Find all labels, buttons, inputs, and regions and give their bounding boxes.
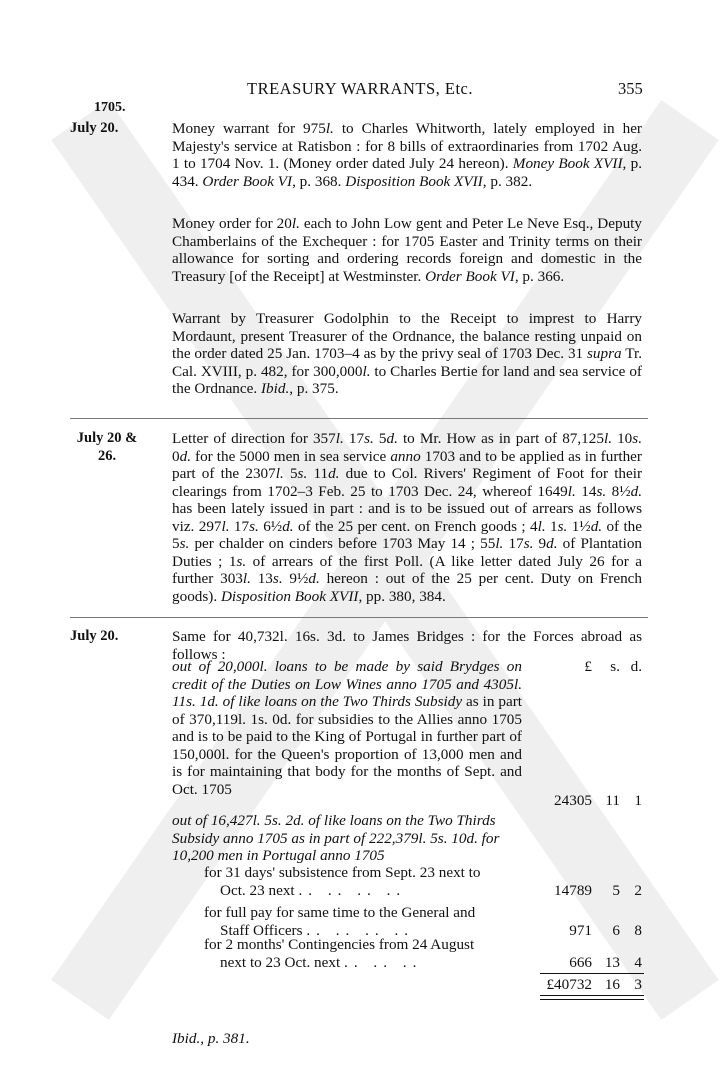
item-text: for full pay for same time to the General and (204, 904, 476, 921)
source-line: out of 16,427l. 5s. 2d. of like loans on the Two Thirds Subsidy anno 1705 as in part of 222,379l. 5s. 10d. for 10,200 men in Portugal anno 1705 (172, 812, 500, 864)
purpose-text: as in part of 370,119l. 1s. 0d. for subsidies to the Allies anno 1705 and is to be paid to the King of Portugal in further part of 150,000l. for the Queen's proportion of 13,000 men and is for maintaining that body for the months of Sept. and Oct. 1705 (172, 693, 523, 798)
item-line (204, 864, 534, 899)
amount-shillings: 11 (605, 792, 620, 809)
amount (532, 922, 642, 940)
item-line (204, 904, 534, 939)
total-shillings: 16 (604, 976, 620, 993)
total-pounds: £40732 (546, 976, 592, 993)
entry-text: Warrant by Treasurer Godolphin to the Receipt to imprest to Harry Mordaunt, present Treasurer of the Ordnance, the balance resting unpaid on the order dated 25 Jan. 1703–4 as by the privy seal of 1703 Dec. 31 supra Tr. Cal. XVIII, p. 482, for 300,000l. to Charles Bertie for land and sea service of the Ordnance. Ibid., p. 375. (172, 310, 642, 397)
accounts-block (172, 646, 642, 1006)
entry-date: July 20. (70, 628, 119, 644)
amount (532, 792, 642, 810)
page-number: 355 (618, 79, 643, 98)
amount-pence: 8 (634, 922, 642, 939)
item-text: for 31 days' subsistence from Sept. 23 next to (204, 864, 481, 881)
col-pounds: £ (584, 658, 592, 675)
entry-text: Letter of direction for 357l. 17s. 5d. to Mr. How as in part of 87,125l. 10s. 0d. for the 5000 men in sea service anno 1703 and to be applied as in further part of the 2307l. 5s. 11d. due to Col. Rivers' Regiment of Foot for their clearings from 1702–3 Feb. 25 to 1703 Dec. 24, whereof 1649l. 14s. 8½d. has been lately issued in part : and is to be issued out of arrears as follows viz. 297l. 17s. 6½d. of the 25 per cent. on French goods ; 4l. 1s. 1½d. of the 5s. per chalder on cinders before 1703 May 14 ; 55l. 17s. 9d. of Plantation Duties ; 1s. of arrears of the first Poll. (A like letter dated July 26 for a further 303l. 13s. 9½d. hereon : out of the 25 per cent. Duty on French goods). Disposition Book XVII, pp. 380, 384. (172, 430, 643, 605)
amount-shillings: 13 (604, 954, 620, 971)
item-text-cont: next to 23 Oct. next .. .. .. (220, 953, 423, 971)
item-text-cont: Oct. 23 next .. .. .. .. (220, 881, 407, 899)
source-line (172, 658, 522, 798)
column-heads (532, 658, 642, 676)
amount-pounds: 666 (569, 954, 592, 971)
amount-pence: 4 (634, 954, 642, 971)
entry-text: Money warrant for 975l. to Charles Whitworth, lately employed in her Majesty's service at Ratisbon : for 8 bills of extraordinaries from 1702 Aug. 1 to 1704 Nov. 1. (Money order dated July 24 hereon). Money Book XVII, p. 434. Order Book VI, p. 368. Disposition Book XVII, p. 382. (172, 120, 642, 190)
item-text: for 2 months' Contingencies from 24 August (204, 936, 475, 953)
total-pence: 3 (634, 976, 642, 993)
source-text: out of 20,000l. loans to be made by said Brydges on credit of the Duties on Low Wines anno 1705 and 4305l. 11s. 1d. of like loans on the Two Thirds Subsidy (172, 658, 522, 710)
total-rule (540, 973, 644, 974)
entry-text: Money order for 20l. each to John Low gent and Peter Le Neve Esq., Deputy Chamberlains of the Exchequer : for 1705 Easter and Trinity terms on their allowance for sorting and ordering records foreign and domestic in the Treasury [of the Receipt] at Westminster. Order Book VI, p. 366. (172, 215, 642, 285)
running-head: TREASURY WARRANTS, Etc. (246, 79, 474, 98)
total-double-rule (540, 995, 644, 1000)
amount-pounds: 971 (569, 922, 592, 939)
col-pence: d. (630, 658, 642, 675)
entry-date: July 20. (70, 120, 119, 136)
item-text-cont: Staff Officers .. .. .. .. (220, 921, 415, 939)
amount (532, 954, 642, 972)
entry-date: July 20 & 26. (76, 430, 138, 464)
col-shillings: s. (610, 658, 620, 675)
year-label: 1705. (94, 100, 126, 115)
amount-pounds: 24305 (554, 792, 592, 809)
section-rule (70, 418, 648, 419)
section-rule (70, 617, 648, 618)
amount-pounds: 14789 (554, 882, 592, 899)
amount-shillings: 6 (612, 922, 620, 939)
amount-pence: 1 (634, 792, 642, 809)
amount (532, 882, 642, 900)
entry-intro: Same for 40,732l. 16s. 3d. to James Bridges : for the Forces abroad as follows : (172, 628, 642, 663)
item-line (204, 936, 534, 971)
total-amount (532, 976, 642, 994)
footer-reference: Ibid., p. 381. (172, 1030, 250, 1047)
amount-pence: 2 (634, 882, 642, 899)
amount-shillings: 5 (612, 882, 620, 899)
